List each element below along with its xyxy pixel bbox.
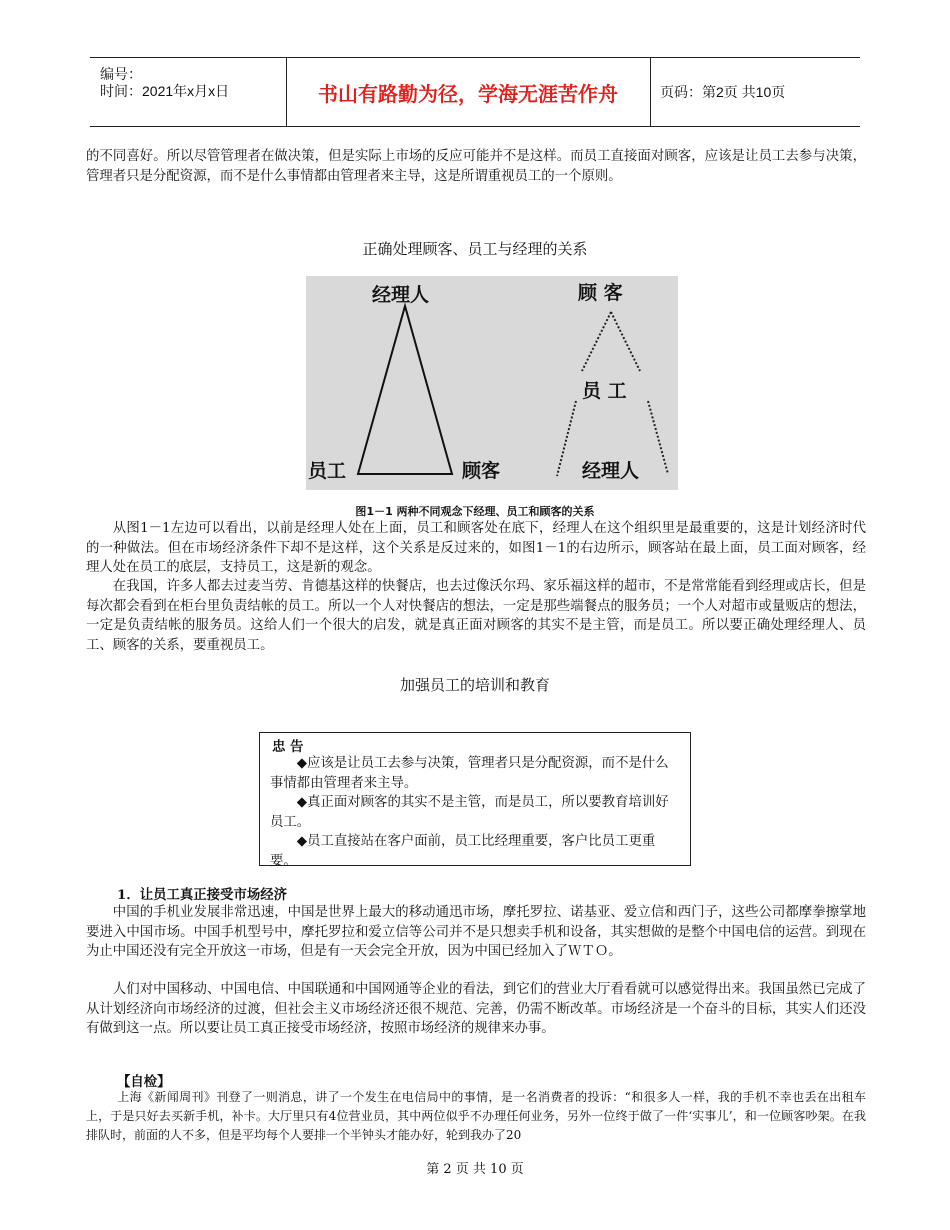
paragraph-figure-explanation: 从图1－1左边可以看出，以前是经理人处在上面，员工和顾客处在底下，经理人在这个组织里是最重要的，这是计划经济时代的一种做法。但在市场经济条件下却不是这样，这个关系是反过来的，如图1－1的右边所示，顾客站在最上面，员工面对顾客，经理人处在员工的底层，支持员工，这是新的观念。 — [86, 521, 866, 576]
advice-body — [270, 754, 680, 872]
header-meta-cell — [90, 58, 287, 126]
paragraph-market-economy: 人们对中国移动、中国电信、中国联通和中国网通等企业的看法，到它们的营业大厅看看就可以感觉得出来。我国虽然已完成了从计划经济向市场经济的过渡，但社会主义市场经济还很不规范、完善，仍需不断改革。市场经济是一个奋斗的目标，其实人们还没有做到这一点。所以要让员工真正接受市场经济，按照市场经济的规律来办事。 — [86, 982, 866, 1037]
right-lower-left-edge — [557, 401, 576, 476]
figure-label-right-top: 顾 客 — [578, 282, 623, 304]
section-title-relations: 正确处理顾客、员工与经理的关系 — [362, 240, 588, 258]
page-footer: 第 2 页 共 10 页 — [426, 1162, 524, 1177]
figure-label-left-top: 经理人 — [372, 284, 430, 306]
advice-item: ◆真正面对顾客的其实不是主管，而是员工，所以要教育培训好员工。 — [270, 795, 669, 830]
header-page-info: 页码：第2页 共10页 — [660, 84, 786, 100]
figure-label-right-bottom: 经理人 — [582, 460, 640, 482]
figure-label-left-bottom-left: 员工 — [308, 460, 347, 482]
paragraph-mobile-industry: 中国的手机业发展非常迅速，中国是世界上最大的移动通迅市场，摩托罗拉、诺基亚、爱立信和西门子，这些公司都摩拳擦掌地要进入中国市场。中国手机型号中，摩托罗拉和爱立信等公司并不是只想卖手机和设备，其实想做的是整个中国电信的运营。到现在为止中国还没有完全开放这一市场，但是有一天会完全开放，因为中国已经加入了ＷＴＯ。 — [86, 905, 866, 960]
paragraph-fastfood-example: 在我国，许多人都去过麦当劳、肯德基这样的快餐店，也去过像沃尔玛、家乐福这样的超市，不是常常能看到经理或店长，但是每次都会看到在柜台里负责结帐的员工。所以一个人对快餐店的想法，一定是那些端餐点的服务员；一个人对超市或量贩店的想法，一定是负责结帐的服务员。这给人们一个很大的启发，就是真正面对顾客的其实不是主管，而是员工。所以要正确处理经理人、员工、顾客的关系，要重视员工。 — [86, 579, 866, 653]
right-upper-right-edge — [611, 312, 640, 371]
left-triangle — [358, 306, 452, 474]
header-time-label: 时间：2021年x月x日 — [100, 83, 230, 99]
header-number-label: 编号： — [100, 66, 142, 82]
intro-paragraph: 的不同喜好。所以尽管管理者在做决策，但是实际上市场的反应可能并不是这样。而员工直接面对顾客，应该是让员工去参与决策，管理者只是分配资源，而不是什么事情都由管理者来主导，这是所谓重视员工的一个原则。 — [86, 149, 866, 184]
advice-title: 忠 告 — [272, 739, 304, 755]
figure-caption: 图1－1 两种不同观念下经理、员工和顾客的关系 — [355, 505, 595, 518]
header-motto: 书山有路勤为径，学海无涯苦作舟 — [286, 58, 651, 126]
page-header — [90, 57, 860, 127]
relationship-figure — [306, 276, 678, 490]
right-upper-left-edge — [582, 312, 611, 371]
right-lower-right-edge — [648, 401, 668, 474]
subsection-title-market-economy: 1．让员工真正接受市场经济 — [117, 887, 288, 903]
figure-label-right-middle: 员 工 — [582, 380, 627, 402]
advice-box — [259, 732, 691, 869]
figure-label-left-bottom-right: 顾客 — [462, 460, 501, 482]
self-check-paragraph: 上海《新闻周刊》刊登了一则消息，讲了一个发生在电信局中的事情，是一名消费者的投诉：“和很多人一样，我的手机不幸也丢在出租车上，于是只好去买新手机，补卡。大厅里只有4位营业员，其中两位似乎不办理任何业务，另外一位终于做了一件‘实事儿’，和一位顾客吵架。在我排队时，前面的人不多，但是平均每个人要排一个半钟头才能办好，轮到我办了20 — [86, 1090, 866, 1142]
advice-item: ◆员工直接站在客户面前，员工比经理重要，客户比员工更重要。 — [270, 834, 656, 869]
self-check-title: 【自检】 — [117, 1074, 171, 1090]
section-title-training: 加强员工的培训和教育 — [399, 676, 550, 694]
advice-item: ◆应该是让员工去参与决策，管理者只是分配资源，而不是什么事情都由管理者来主导。 — [270, 756, 669, 791]
